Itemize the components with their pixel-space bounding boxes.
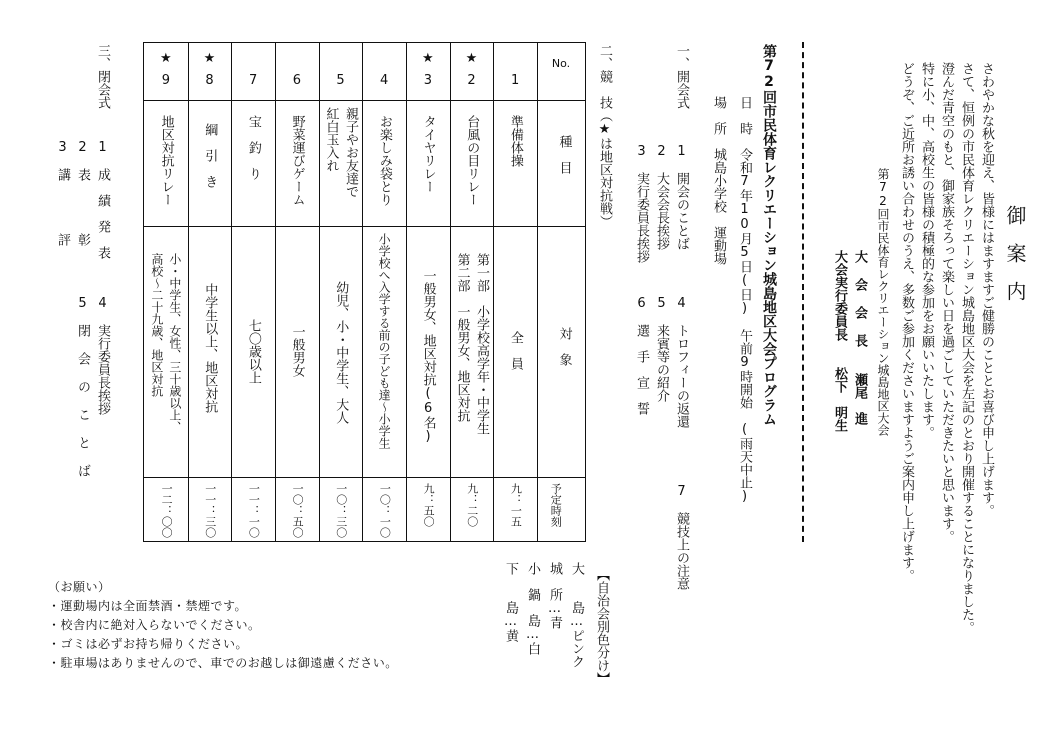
table-column-divider bbox=[275, 43, 276, 541]
note-item-3: ・ゴミは必ずお持ち帰りください。 bbox=[48, 637, 249, 651]
row-7-event: 宝 釣 り bbox=[245, 115, 261, 180]
invitation-line-1: さわやかな秋を迎え、皆様にはますますご健勝のこととお喜び申し上げます。 bbox=[979, 62, 994, 517]
closing-item-2: 2 表 彰 bbox=[75, 140, 90, 246]
table-column-divider bbox=[188, 43, 189, 541]
table-column-divider bbox=[362, 43, 363, 541]
opening-item-6: 6 選 手 宣 誓 bbox=[634, 296, 649, 415]
row-6-no: 6 bbox=[292, 73, 301, 88]
header-target: 対 象 bbox=[556, 327, 572, 366]
color-item-3: 小 鍋 島…白 bbox=[525, 562, 540, 655]
row-8-star: ★ bbox=[203, 51, 216, 66]
row-2-target: 第一部 小学校高学年・中学生 第二部 一般男女、地区対抗 bbox=[454, 253, 489, 435]
row-5-event: 親子やお友達で 紅白玉入れ bbox=[323, 107, 358, 198]
invitation-line-3: 澄んだ青空のもと、御家族そろって楽しい日を過ごしていただきたいと思います。 bbox=[939, 62, 954, 543]
opening-item-5: 5 来賓等の紹介 bbox=[654, 296, 669, 402]
color-item-1: 大 島…ピンク bbox=[569, 562, 584, 668]
row-2-event: 台風の目リレー bbox=[464, 115, 480, 206]
row-1-time: 九：一五 bbox=[509, 483, 523, 527]
table-column-divider bbox=[406, 43, 407, 541]
row-5-target: 幼児、小・中学生、大人 bbox=[333, 281, 349, 424]
row-3-no: 3 bbox=[423, 73, 432, 88]
row-3-time: 九：五〇 bbox=[422, 483, 436, 527]
row-6-time: 一〇：五〇 bbox=[291, 483, 305, 538]
table-column-divider bbox=[450, 43, 451, 541]
opening-item-2: 2 大会会長挨拶 bbox=[654, 144, 669, 250]
events-heading: 二、競 技（★は地区対抗戦） bbox=[597, 44, 612, 228]
row-1-event: 準備体操 bbox=[507, 115, 523, 167]
row-8-no: 8 bbox=[205, 73, 214, 88]
chair-line: 大 会 会 長 瀬尾 進 bbox=[852, 250, 867, 425]
closing-item-4: 4 実行委員長挨拶 bbox=[95, 296, 110, 415]
row-8-target: 中学生以上、地区対抗 bbox=[202, 283, 218, 413]
row-2-time: 九：二〇 bbox=[465, 483, 479, 527]
color-item-2: 城 所…青 bbox=[547, 562, 562, 629]
invitation-line-2: さて、恒例の市民体育レクリエーション城島地区大会を左記のとおり開催することになりました。 bbox=[959, 62, 974, 634]
row-2-no: 2 bbox=[467, 73, 476, 88]
note-item-2: ・校舎内に絶対入らないでください。 bbox=[48, 618, 261, 632]
invitation-org: 第72回市民体育レクリエーション城島地区大会 bbox=[876, 168, 890, 436]
closing-item-5: 5 閉 会 の こ と ば bbox=[75, 296, 90, 477]
row-6-event: 野菜運びゲーム bbox=[289, 115, 305, 206]
exec-line: 大会実行委員長 松下 明生 bbox=[832, 250, 847, 432]
header-no: No. bbox=[551, 57, 571, 70]
opening-item-7: 7 競技上の注意 bbox=[674, 484, 689, 590]
row-7-time: 一一：一〇 bbox=[247, 483, 261, 538]
row-5-time: 一〇：三〇 bbox=[334, 483, 348, 538]
events-table bbox=[143, 42, 586, 542]
closing-heading: 三、閉会式 bbox=[95, 44, 110, 109]
row-4-event: お楽しみ袋とり bbox=[376, 115, 392, 206]
colors-heading: 【自治会別色分け】 bbox=[594, 568, 609, 685]
invitation-line-5: どうぞ、ご近所お誘い合わせのうえ、多数ご参加くださいますようご案内申し上げます。 bbox=[899, 62, 914, 582]
row-9-target: 小・中学生、女性、三十歳以上、 高校～二十九歳、地区対抗 bbox=[149, 253, 182, 433]
note-item-4: ・駐車場はありませんので、車でのお越しは御遠慮ください。 bbox=[48, 656, 398, 670]
opening-heading: 一、開会式 bbox=[674, 44, 689, 109]
opening-item-3: 3 実行委員長挨拶 bbox=[634, 144, 649, 263]
row-3-star: ★ bbox=[422, 51, 434, 66]
notes-heading: （お願い） bbox=[48, 580, 111, 594]
header-event: 種 目 bbox=[556, 135, 572, 174]
divider-dashed bbox=[802, 42, 804, 542]
opening-item-4: 4 トロフィーの返還 bbox=[674, 296, 689, 428]
row-1-target: 全 員 bbox=[507, 331, 523, 370]
program-title: 第72回市民体育レクリエーション城島地区大会プログラム bbox=[761, 44, 777, 426]
row-6-target: 一般男女 bbox=[289, 325, 305, 377]
row-7-target: 七〇歳以上 bbox=[245, 319, 261, 384]
row-8-time: 一一：三〇 bbox=[203, 483, 217, 538]
row-2-star: ★ bbox=[465, 51, 478, 66]
row-8-event: 綱 引 き bbox=[202, 123, 218, 188]
row-9-no: 9 bbox=[161, 73, 170, 88]
row-3-event: タイヤリレー bbox=[420, 115, 436, 193]
row-5-no: 5 bbox=[336, 73, 345, 88]
table-column-divider bbox=[537, 43, 538, 541]
row-7-no: 7 bbox=[249, 73, 258, 88]
row-4-target: 小学校へ入学する前の子ども達～小学生 bbox=[377, 233, 392, 449]
table-column-divider bbox=[319, 43, 320, 541]
program-place: 場 所 城島小学校 運動場 bbox=[711, 96, 726, 265]
closing-item-1: 1 成 績 発 表 bbox=[95, 140, 110, 259]
invitation-title: 御案内 bbox=[1003, 205, 1027, 319]
row-9-time: 一二：〇〇 bbox=[160, 483, 174, 538]
color-item-4: 下 島…黄 bbox=[503, 562, 518, 642]
closing-item-3: 3 講 評 bbox=[55, 140, 70, 246]
opening-item-1: 1 開会のことば bbox=[674, 144, 689, 250]
row-3-target: 一般男女、地区対抗(6名) bbox=[420, 269, 436, 444]
row-9-star: ★ bbox=[160, 51, 172, 66]
program-date: 日 時 令和7年10月5日(日) 午前9時開始 (雨天中止) bbox=[737, 96, 752, 504]
row-1-no: 1 bbox=[511, 73, 520, 88]
notes-block bbox=[48, 578, 398, 673]
invitation-line-4: 特に小、中、高校生の皆様の積極的な参加をお願いいたします。 bbox=[919, 62, 934, 439]
table-column-divider bbox=[493, 43, 494, 541]
row-4-no: 4 bbox=[380, 73, 389, 88]
row-9-event: 地区対抗リレー bbox=[158, 115, 174, 206]
row-4-time: 一〇：一〇 bbox=[378, 483, 392, 538]
table-column-divider bbox=[231, 43, 232, 541]
note-item-1: ・運動場内は全面禁酒・禁煙です。 bbox=[48, 599, 248, 613]
header-time: 予定時刻 bbox=[549, 483, 563, 527]
